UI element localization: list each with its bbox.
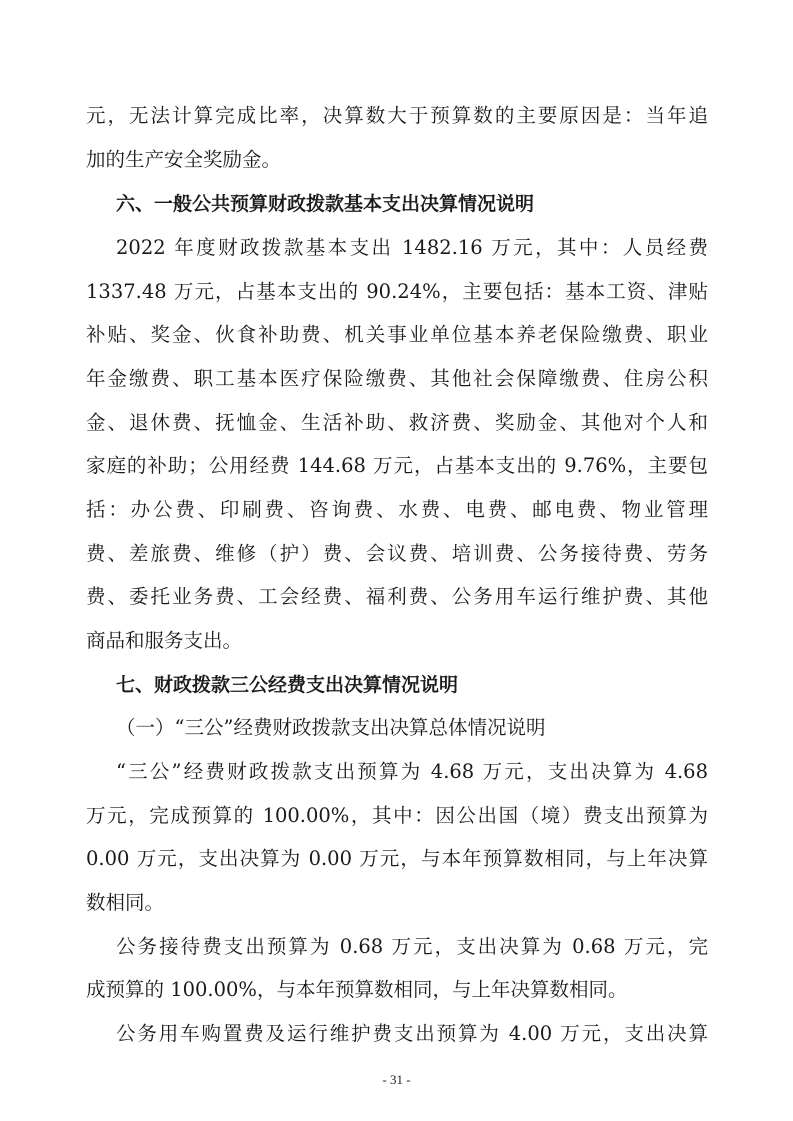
- section-heading-7: 七、财政拨款三公经费支出决算情况说明: [116, 674, 459, 696]
- text-line-19: 数相同。: [86, 891, 165, 914]
- text-line-4: 2022 年度财政拨款基本支出 1482.16 万元，其中：人员经费: [116, 236, 708, 259]
- text-line-7: 年金缴费、职工基本医疗保险缴费、其他社会保障缴费、住房公积: [86, 367, 708, 390]
- text-line-16: “三公”经费财政拨款支出预算为 4.68 万元，支出决算为 4.68: [116, 760, 708, 783]
- text-line-6: 补贴、奖金、伙食补助费、机关事业单位基本养老保险缴费、职业: [86, 323, 708, 346]
- text-line-11: 费、差旅费、维修（护）费、会议费、培训费、公务接待费、劳务: [86, 542, 708, 565]
- subsection-heading-1: （一）“三公”经费财政拨款支出决算总体情况说明: [116, 716, 546, 739]
- text-line-5: 1337.48 万元，占基本支出的 90.24%，主要包括：基本工资、津贴: [86, 280, 708, 303]
- text-line-9: 家庭的补助；公用经费 144.68 万元，占基本支出的 9.76%，主要包: [86, 454, 708, 477]
- text-line-18: 0.00 万元，支出决算为 0.00 万元，与本年预算数相同，与上年决算: [86, 847, 708, 870]
- text-line-22: 公务用车购置费及运行维护费支出预算为 4.00 万元，支出决算: [116, 1022, 708, 1045]
- text-line-1: 元，无法计算完成比率，决算数大于预算数的主要原因是：当年追: [86, 104, 708, 127]
- text-line-17: 万元，完成预算的 100.00%，其中：因公出国（境）费支出预算为: [86, 804, 708, 827]
- text-line-8: 金、退休费、抚恤金、生活补助、救济费、奖励金、其他对个人和: [86, 411, 708, 434]
- text-line-12: 费、委托业务费、工会经费、福利费、公务用车运行维护费、其他: [86, 585, 708, 608]
- page-number: - 31 -: [382, 1072, 411, 1087]
- text-line-10: 括：办公费、印刷费、咨询费、水费、电费、邮电费、物业管理: [86, 498, 708, 521]
- text-line-21: 成预算的 100.00%，与本年预算数相同，与上年决算数相同。: [86, 978, 628, 1001]
- text-line-13: 商品和服务支出。: [86, 629, 243, 652]
- section-heading-6: 六、一般公共预算财政拨款基本支出决算情况说明: [116, 193, 535, 215]
- text-line-20: 公务接待费支出预算为 0.68 万元，支出决算为 0.68 万元，完: [116, 935, 708, 958]
- text-line-2: 加的生产安全奖励金。: [86, 148, 282, 171]
